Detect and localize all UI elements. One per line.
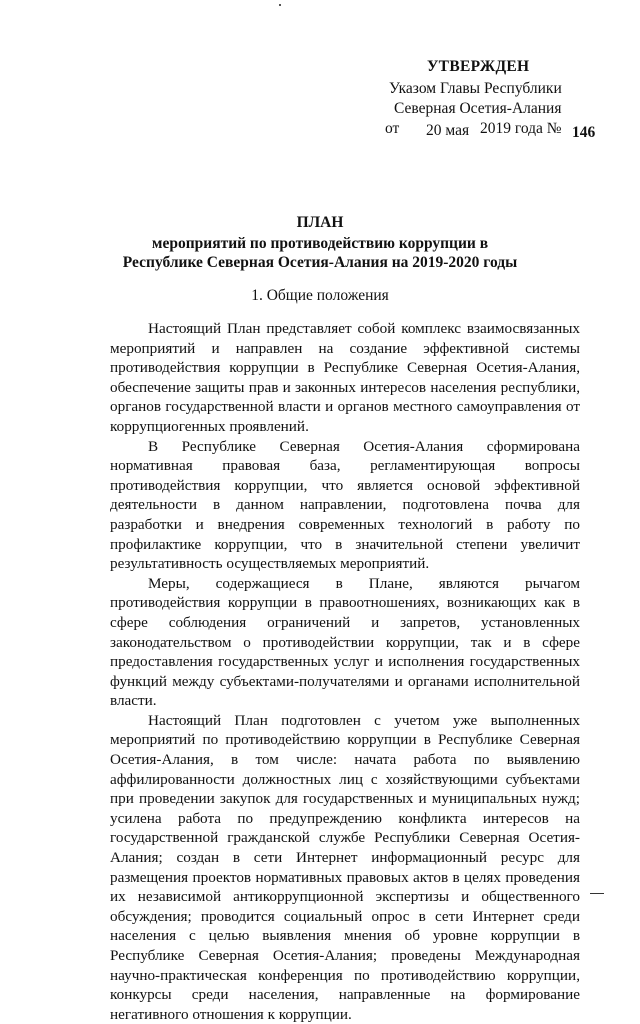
approval-decree: Указом Главы Республики xyxy=(389,80,562,97)
paragraph: Настоящий План подготовлен с учетом уже выполненных мероприятий по противодействию коррупции в Республике Северная Осетия-Алания, в том числе: начата работа по выявлению аффилированности должностных лиц с хозяйствующими субъектами при проведении закупок для государственных и муниципальных нужд; усилена работа по предупреждению конфликта интересов на государственной гражданской службе Республики Северная Осетия-Алания; создан в сети Интернет информационный ресурс для размещения проектов нормативных правовых актов в целях проведения их независимой антикоррупционной экспертизы и общественного обсуждения; проводится социальный опрос в сети Интернет среди населения с целью выявления мнения об уровне коррупции в Республике Северная Осетия-Алания; проведены Международная научно-практическая конференция по противодействию коррупции, конкурсы среди населения, направленные на формирование негативного отношения к коррупции. xyxy=(110,711,580,1023)
approval-year-label: 2019 года № xyxy=(480,120,562,137)
document-body xyxy=(110,319,580,1024)
approval-date: 20 мая xyxy=(426,122,470,139)
paragraph: Меры, содержащиеся в Плане, являются рычагом противодействия коррупции в правоотношениях, возникающих как в сфере соблюдения ограничений и запретов, установленных законодательством о противодействии коррупции, так и в сфере предоставления государственных услуг и исполнения государственных функций между субъектами-получателями и органами исполнительной власти. xyxy=(110,574,580,710)
approval-number: 146 xyxy=(572,124,596,141)
section-title: 1. Общие положения xyxy=(251,287,389,304)
plan-title: ПЛАН xyxy=(296,214,344,231)
paragraph: В Республике Северная Осетия-Алания сформирована нормативная правовая база, регламентирующая вопросы противодействия коррупции, что является основой эффективной деятельности в данном направлении, подготовлена почва для разработки и внедрения современных технологий в работу по профилактике коррупции, что в значительной степени увеличит результативность осуществляемых мероприятий. xyxy=(110,437,580,573)
scan-speck xyxy=(279,4,281,6)
paragraph: Настоящий План представляет собой комплекс взаимосвязанных мероприятий и направлен на создание эффективной системы противодействия коррупции в Республике Северная Осетия-Алания, обеспечение защиты прав и законных интересов населения республики, органов государственной власти и органов местного самоуправления от коррупциогенных проявлений. xyxy=(110,320,580,435)
approval-from-label: от xyxy=(385,120,400,137)
approval-title: УТВЕРЖДЕН xyxy=(427,58,530,75)
page-edge-mark xyxy=(590,893,604,894)
plan-subtitle-1: мероприятий по противодействию коррупции в xyxy=(151,235,489,252)
approval-region: Северная Осетия-Алания xyxy=(394,100,562,117)
plan-subtitle-2: Республике Северная Осетия-Алания на 2019-2020 годы xyxy=(122,254,518,271)
